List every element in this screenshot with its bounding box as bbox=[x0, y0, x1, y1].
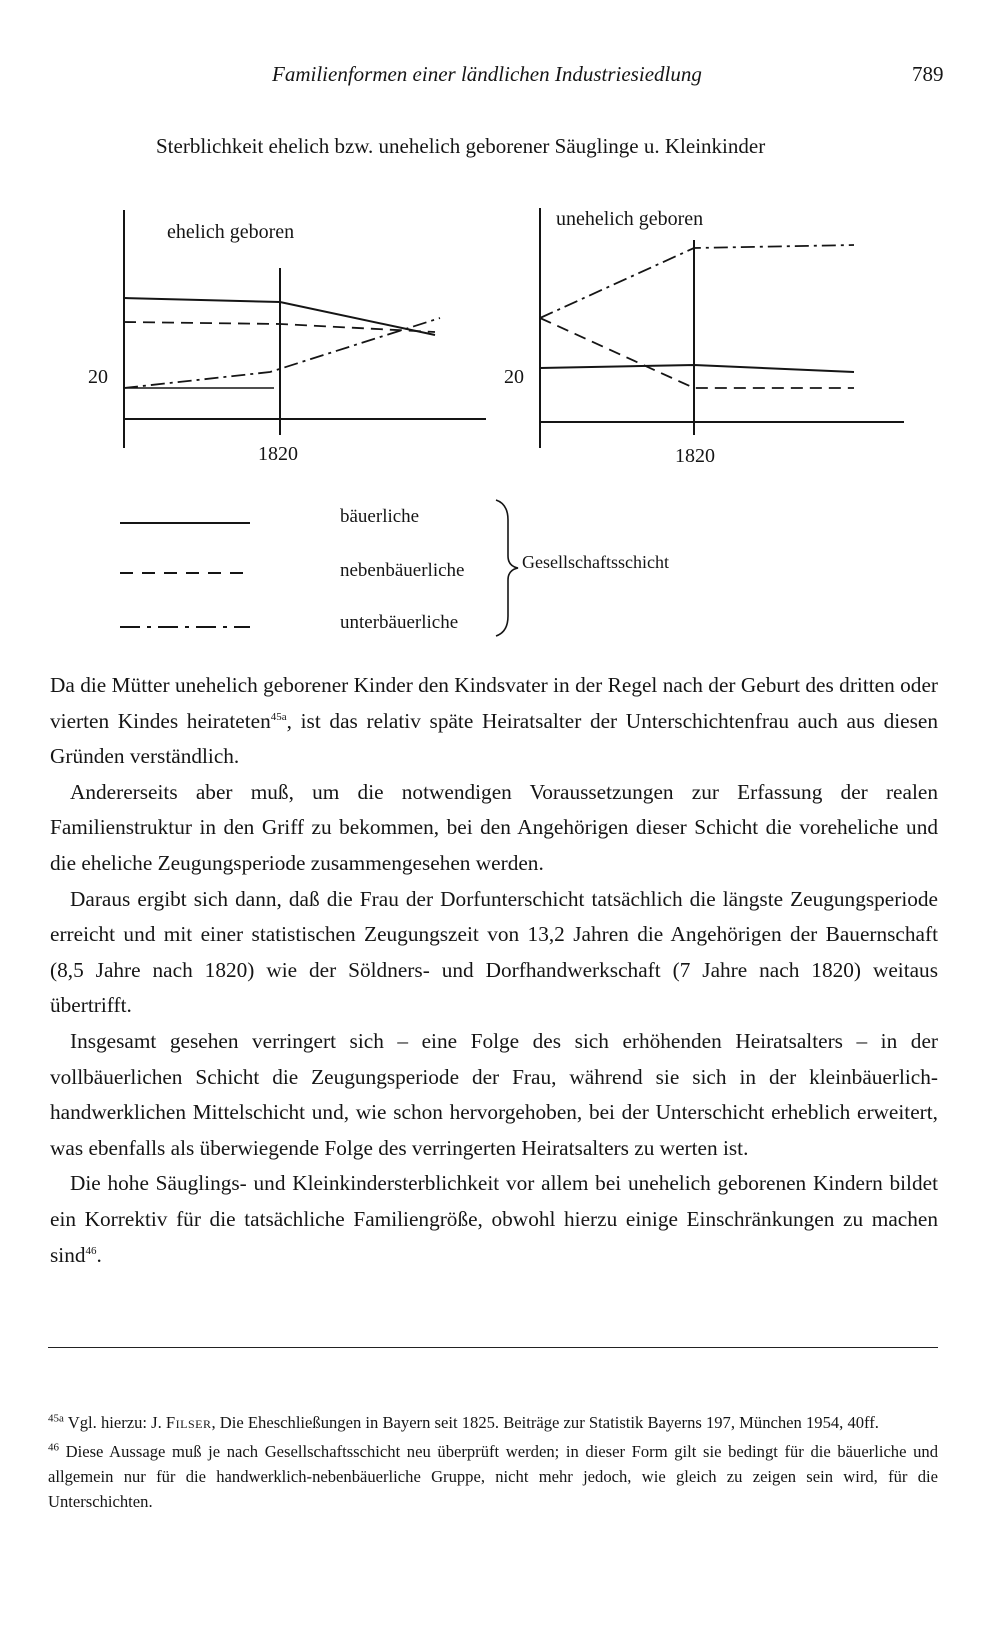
left-y-tick: 20 bbox=[88, 366, 108, 388]
legend-brace bbox=[496, 500, 518, 636]
legend-label-baeuerliche: bäuerliche bbox=[340, 506, 420, 527]
paragraph-1 bbox=[50, 668, 938, 775]
right-x-tick: 1820 bbox=[675, 445, 715, 467]
footnotes bbox=[48, 1410, 938, 1518]
paragraph-1-text-b: , ist das relativ späte Heiratsalter der Unterschichtenfrau auch aus diesen Gründen verständlich. bbox=[50, 708, 939, 769]
right-series-unterbaeuerliche bbox=[540, 245, 854, 318]
left-x-tick: 1820 bbox=[258, 443, 298, 465]
footnote-45a-text-b: , Die Eheschließungen in Bayern seit 1825. Beiträge zur Statistik Bayerns 197, München 1954, 40ff. bbox=[211, 1413, 879, 1432]
footnote-45a-author: Filser bbox=[165, 1413, 212, 1432]
paragraph-1-text-a: Da die Mütter unehelich geborener Kinder den Kindsvater in der Regel nach der Geburt des dritten oder vierten Kindes heirateten bbox=[50, 673, 938, 733]
left-series-unterbaeuerliche bbox=[124, 318, 440, 388]
paragraph-5-text-a: Die hohe Säuglings- und Kleinkindersterblichkeit vor allem bei unehelich geborenen Kindern bildet ein Korrektiv für die tatsächliche Familiengröße, obwohl hierzu einige Einschränkungen zu machen sind bbox=[50, 1171, 938, 1267]
page-number: 789 bbox=[912, 62, 944, 86]
legend-label-nebenbaeuerliche: nebenbäuerliche bbox=[340, 560, 465, 581]
footnote-45a bbox=[48, 1410, 938, 1435]
paragraph-2: Andererseits aber muß, um die notwendigen Voraussetzungen zur Erfassung der realen Familienstruktur in den Griff zu bekommen, bei den Angehörigen dieser Schicht die voreheliche und die eheliche Zeugungsperiode zusammengesehen werden. bbox=[50, 779, 938, 875]
right-panel-label: unehelich geboren bbox=[556, 208, 704, 230]
footnote-45a-text-a: Vgl. hierzu: J. bbox=[67, 1413, 166, 1432]
paragraph-3: Daraus ergibt sich dann, daß die Frau der Dorfunterschicht tatsächlich die längste Zeugungsperiode erreicht und mit einer statistischen Zeugungszeit von 13,2 Jahren die Angehörigen der Bauernschaft (8,5 Jahre nach 1820) wie der Söldners- und Dorfhandwerkschaft (7 Jahre nach 1820) weitaus übertrifft. bbox=[50, 886, 938, 1018]
paragraph-4: Insgesamt gesehen verringert sich – eine Folge des sich erhöhenden Heiratsalters – in der vollbäuerlichen Schicht die Zeugungsperiode der Frau, während sie sich in der kleinbäuerlich-handwerklichen Mittelschicht und, wie schon hervorgehoben, bei der Unterschicht erheblich erweitert, was ebenfalls als überwiegende Folge des verringerten Heiratsalters zu werten ist. bbox=[50, 1028, 938, 1160]
legend-label-unterbaeuerliche: unterbäuerliche bbox=[340, 612, 459, 633]
legend-group-label: Gesellschaftsschicht bbox=[522, 552, 669, 572]
body-text bbox=[50, 668, 938, 1273]
right-series-baeuerliche bbox=[540, 365, 854, 372]
right-series-nebenbaeuerliche bbox=[540, 318, 854, 388]
mortality-figure bbox=[0, 0, 1000, 640]
footnote-mark-46: 46 bbox=[48, 1441, 59, 1454]
footnote-ref-45a: 45a bbox=[270, 710, 287, 723]
figure-title: Sterblichkeit ehelich bzw. unehelich geborener Säuglinge u. Kleinkinder bbox=[156, 134, 766, 158]
paragraph-5-text-b: . bbox=[96, 1242, 102, 1267]
footnote-rule bbox=[48, 1347, 938, 1348]
paragraph-5 bbox=[50, 1166, 938, 1273]
footnote-46-text: Diese Aussage muß je nach Gesellschaftsschicht neu überprüft werden; in dieser Form gilt sie bedingt für die bäuerliche und allgemein nur für die handwerklich-nebenbäuerliche Gruppe, nicht mehr jedoch, wie gleich zu zeigen sein wird, für die Unterschichten. bbox=[48, 1442, 938, 1511]
running-head: Familienformen einer ländlichen Industriesiedlung bbox=[272, 62, 702, 86]
footnote-mark-45a: 45a bbox=[48, 1412, 64, 1425]
left-panel-label: ehelich geboren bbox=[167, 221, 295, 243]
right-y-tick: 20 bbox=[504, 366, 524, 388]
footnote-ref-46: 46 bbox=[85, 1244, 97, 1257]
footnote-46 bbox=[48, 1439, 938, 1514]
